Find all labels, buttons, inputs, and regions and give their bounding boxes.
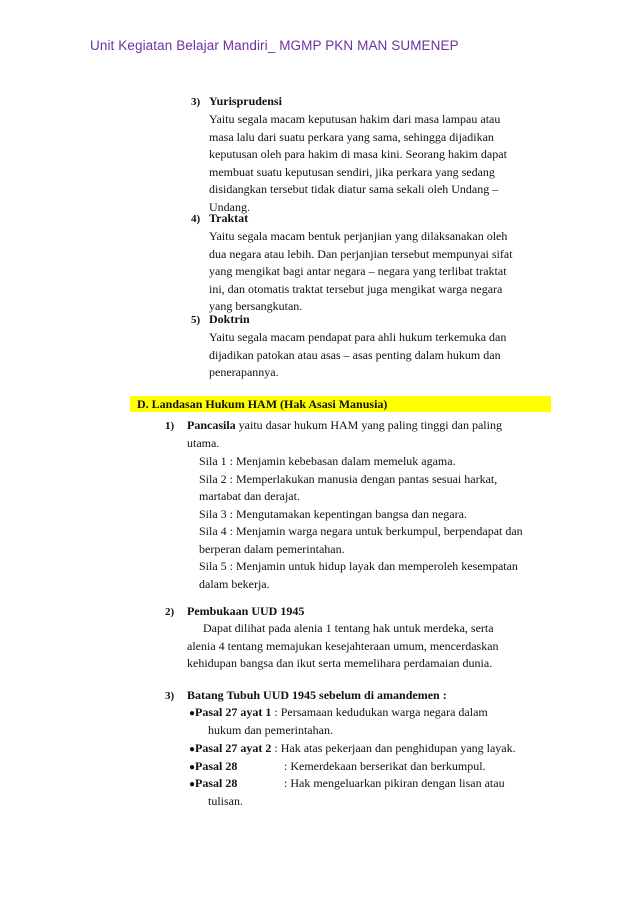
list-item: Sila 4 : Menjamin warga negara untuk berkumpul, berpendapat dan	[199, 524, 523, 538]
list-item-text: : Hak mengeluarkan pikiran dengan lisan atau	[284, 776, 505, 790]
sila-list	[199, 453, 523, 593]
list-item-cont: tulisan.	[208, 794, 243, 808]
list-item: ●Pasal 28	[189, 776, 238, 790]
list-item: ●Pasal 28	[189, 759, 238, 773]
list-item: Sila 1 : Menjamin kebebasan dalam memeluk agama.	[199, 454, 456, 468]
list-item-text: : Kemerdekaan berserikat dan berkumpul.	[284, 759, 486, 773]
item-body: Yaitu segala macam pendapat para ahli hukum terkemuka dan dijadikan patokan atau asas – asas penting dalam hukum dan penerapannya.	[209, 330, 507, 379]
item-number: 1)	[165, 420, 175, 432]
list-item: Sila 2 : Memperlakukan manusia dengan pantas sesuai harkat,	[199, 471, 498, 486]
item-title-line: Pancasila yaitu dasar hukum HAM yang paling tinggi dan paling	[187, 418, 502, 432]
item-title: Pembukaan UUD 1945	[187, 604, 305, 618]
item-number: 3)	[165, 690, 175, 702]
item-body: utama.	[187, 436, 220, 450]
list-item-cont: hukum dan pemerintahan.	[208, 723, 333, 737]
list-item: martabat dan derajat.	[199, 489, 300, 503]
item-number: 5)	[191, 314, 201, 326]
list-item: Sila 3 : Mengutamakan kepentingan bangsa dan negara.	[199, 506, 467, 521]
item-number: 2)	[165, 606, 175, 618]
item-title: Pancasila	[187, 418, 236, 432]
item-number: 3)	[191, 96, 201, 108]
item-title: Doktrin	[209, 312, 250, 326]
item-title: Yurisprudensi	[209, 94, 282, 108]
list-item: ●Pasal 27 ayat 2 : Hak atas pekerjaan dan penghidupan yang layak.	[189, 741, 516, 755]
page-header: Unit Kegiatan Belajar Mandiri_ MGMP PKN MAN SUMENEP	[90, 38, 459, 53]
item-body: Yaitu segala macam keputusan hakim dari masa lampau atau masa lalu dari suatu perkara yang sama, sehingga dijadikan keputusan oleh para hakim di masa kini. Seorang hakim dapat membuat suatu keputusan sendiri, jika perkara yang sedang disidangkan tersebut tidak diatur sama sekali oleh Undang – Undang.	[209, 112, 507, 214]
item-body: Dapat dilihat pada alenia 1 tentang hak untuk merdeka, serta alenia 4 tentang memajukan kesejahteraan umum, mencerdaskan kehidupan bangsa dan ikut serta memelihara perdamaian dunia.	[187, 621, 499, 670]
item-title: Traktat	[209, 211, 249, 225]
section-heading: D. Landasan Hukum HAM (Hak Asasi Manusia)	[137, 397, 388, 411]
list-item: dalam bekerja.	[199, 576, 270, 591]
item-title: Batang Tubuh UUD 1945 sebelum di amandemen :	[187, 688, 447, 702]
item-body: Yaitu segala macam bentuk perjanjian yang dilaksanakan oleh dua negara atau lebih. Dan perjanjian tersebut mempunyai sifat yang mengikat bagi antar negara – negara yang terlibat traktat ini, dan otomatis traktat tersebut juga mengikat warga negara yang bersangkutan.	[209, 229, 513, 313]
list-item: Sila 5 : Menjamin untuk hidup layak dan memperoleh kesempatan	[199, 559, 518, 573]
item-number: 4)	[191, 213, 201, 225]
list-item: ●Pasal 27 ayat 1 : Persamaan kedudukan warga negara dalam	[189, 705, 488, 719]
list-item: berperan dalam pemerintahan.	[199, 541, 345, 556]
